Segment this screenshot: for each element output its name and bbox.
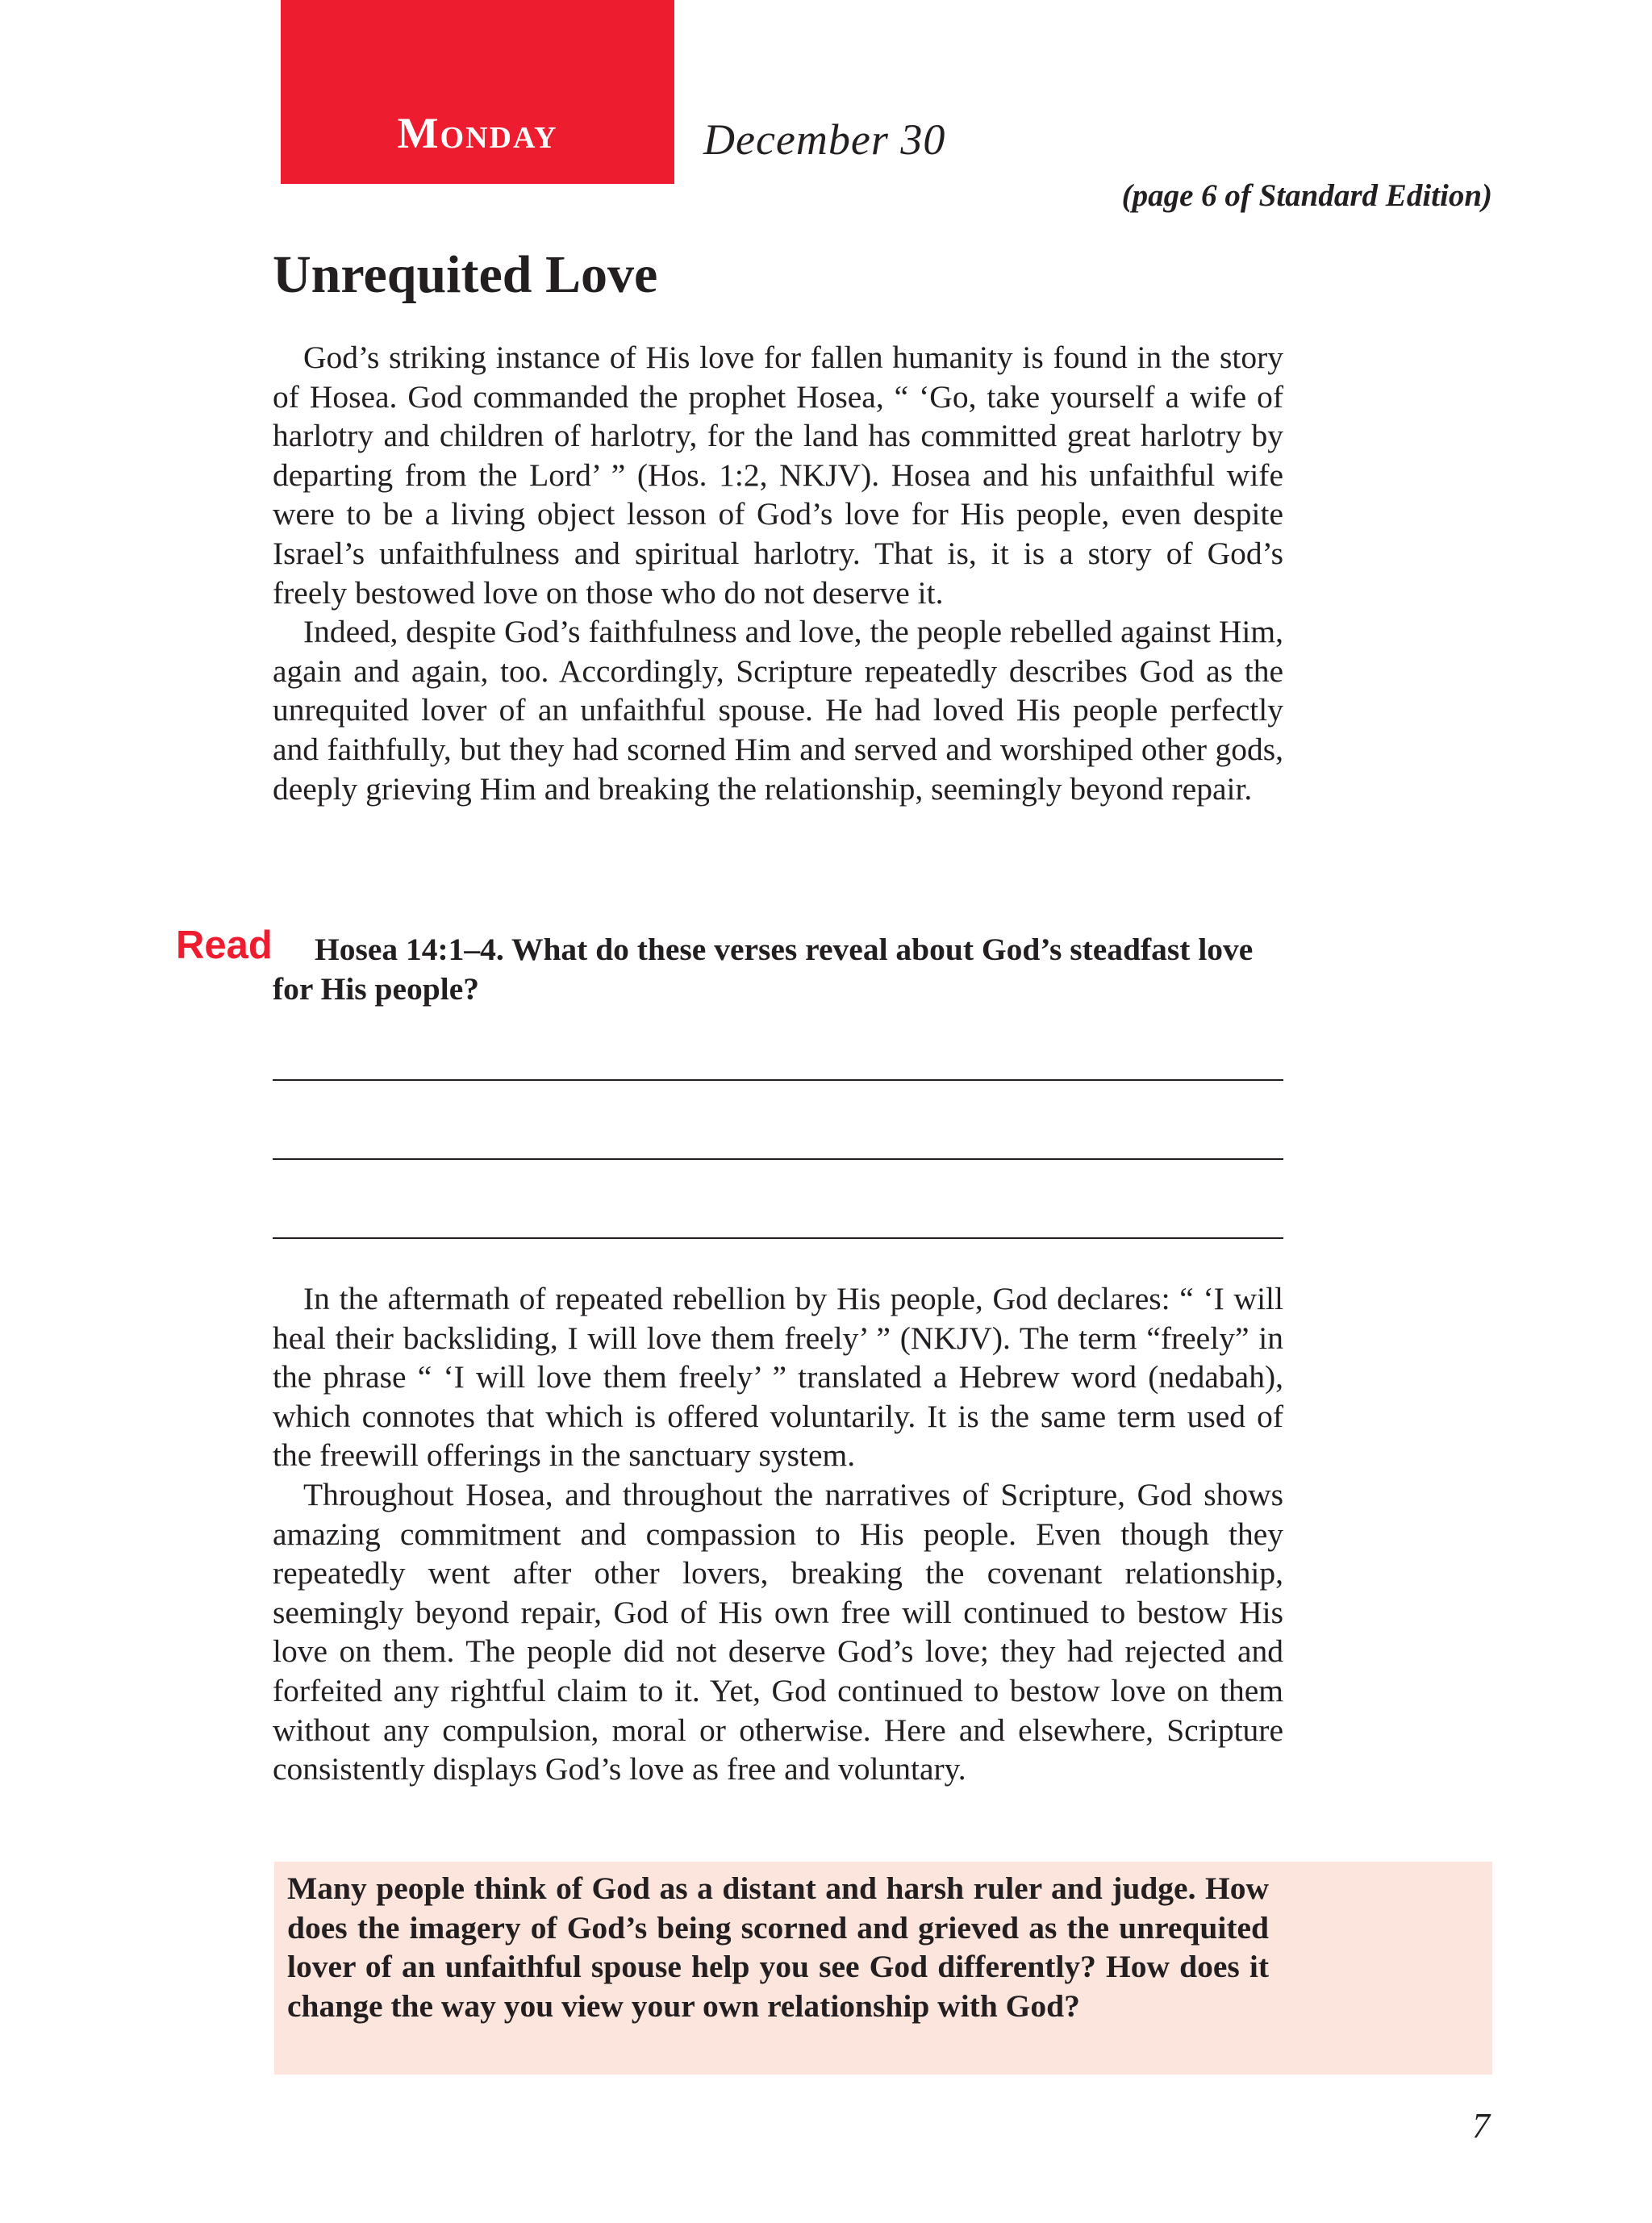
lesson-date: December 30 [703, 115, 946, 164]
read-question: Hosea 14:1–4. What do these verses reveal about God’s steadfast love for His people? [273, 932, 1254, 1007]
body-paragraph: Throughout Hosea, and throughout the narratives of Scripture, God shows amazing commitment and compassion to His people. Even though they repeatedly went after other lovers, breaking the covenant relationship, seemingly beyond repair, God of His own free will continued to bestow His love on them. The people did not deserve God’s love; they had rejected and forfeited any rightful claim to it. Yet, God continued to bestow love on them without any compulsion, moral or otherwise. Here and elsewhere, Scripture consistently displays God’s love as free and voluntary. [273, 1476, 1283, 1787]
page-number: 7 [1472, 2106, 1490, 2146]
body-section [273, 1279, 1283, 1789]
answer-line-1[interactable] [273, 1079, 1283, 1081]
reflection-question: Many people think of God as a distant and harsh ruler and judge. How does the imagery of God’s being scorned and grieved as the unrequited lover of an unfaithful spouse help you see God differently? How does it change the way you view your own relationship with God? [287, 1871, 1269, 2024]
lesson-title: Unrequited Love [273, 245, 658, 304]
body-paragraph: In the aftermath of repeated rebellion by His people, God declares: “ ‘I will heal their backsliding, I will love them freely’ ” (NKJV). The term “freely” in the phrase “ ‘I will love them freely’ ” translated a Hebrew word (nedabah), which connotes that which is offered voluntarily. It is the same term used of the freewill offerings in the sanctuary system. [273, 1281, 1283, 1474]
read-label: Read [176, 924, 273, 967]
reflection-box [274, 1862, 1492, 2075]
intro-section [273, 338, 1283, 808]
day-banner [281, 0, 674, 184]
answer-line-2[interactable] [273, 1158, 1283, 1160]
day-label: Monday [397, 109, 558, 157]
intro-paragraph: Indeed, despite God’s faithfulness and love, the people rebelled against Him, again and again, too. Accordingly, Scripture repeatedly describes God as the unrequited lover of an unfaithful spouse. He had loved His people perfectly and faithfully, but they had scorned Him and served and worshiped other gods, deeply grieving Him and breaking the relationship, seemingly beyond repair. [273, 614, 1283, 807]
answer-line-3[interactable] [273, 1237, 1283, 1239]
intro-paragraph: God’s striking instance of His love for fallen humanity is found in the story of Hosea. God commanded the prophet Hosea, “ ‘Go, take yourself a wife of harlotry and children of harlotry, for the land has committed great harlotry by departing from the Lord’ ” (Hos. 1:2, NKJV). Hosea and his unfaithful wife were to be a living object lesson of God’s love for His people, even despite Israel’s unfaithfulness and spiritual harlotry. That is, it is a story of God’s freely bestowed love on those who do not deserve it. [273, 340, 1283, 611]
edition-note: (page 6 of Standard Edition) [1121, 178, 1492, 213]
